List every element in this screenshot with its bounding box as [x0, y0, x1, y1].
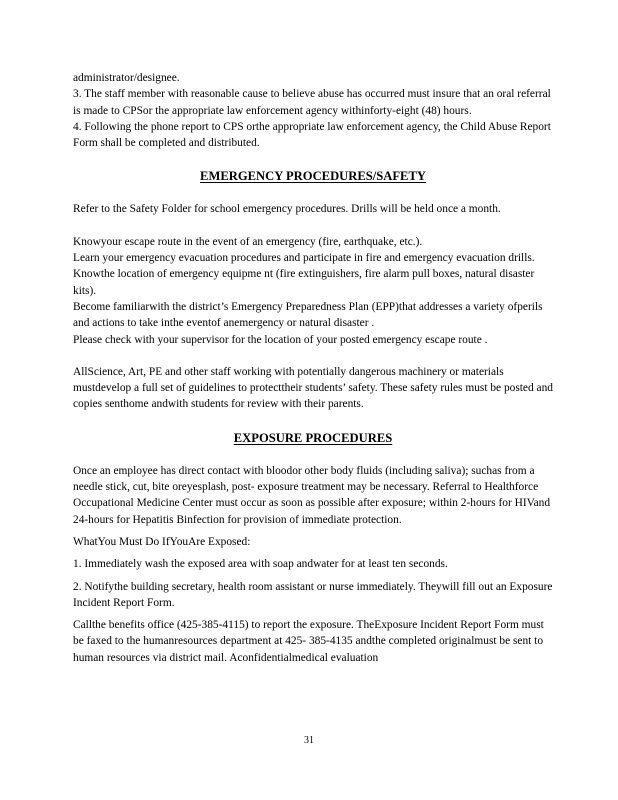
emergency-intro: Refer to the Safety Folder for school emergency procedures. Drills will be held once a month. [73, 203, 501, 216]
exposure-step-2: 2. Notifythe building secretary, health room assistant or nurse immediately. Theywill fill out an Exposure Incident Report Form. [73, 580, 553, 609]
procedure-step-3: 3. The staff member with reasonable cause to believe abuse has occurred must insure that an oral referral is made to CPSor the appropriate law enforcement agency withinforty-eight (48) hours. [73, 88, 551, 117]
page-number: 31 [304, 735, 314, 746]
exposure-what-to-do: WhatYou Must Do IfYouAre Exposed: [73, 535, 251, 548]
emergency-item: Learn your emergency evacuation procedures and participate in fire and emergency evacuation drills. [73, 252, 535, 265]
continuation-line: administrator/designee. [73, 72, 180, 84]
procedure-step-4: 4. Following the phone report to CPS orthe appropriate law enforcement agency, the Child Abuse Report Form shall be completed and distributed. [73, 120, 551, 150]
staff-safety-note: AllScience, Art, PE and other staff working with potentially dangerous machinery or materials mustdevelop a full set of guidelines to protecttheir students’ safety. These safety rules must be posted and copies senthome andwith students for review with their parents. [73, 365, 553, 411]
emergency-item: Become familiarwith the district’s Emergency Preparedness Plan (EPP)that addresses a variety ofperils and actions to take inthe eventof anemergency or natural disaster . [73, 300, 543, 330]
page-content [73, 70, 553, 666]
emergency-item: Please check with your supervisor for the location of your posted emergency escape route . [73, 333, 488, 346]
emergency-item: Knowyour escape route in the event of an emergency (fire, earthquake, etc.). [73, 235, 423, 248]
exposure-call-benefits: Callthe benefits office (425-385-4115) to report the exposure. TheExposure Incident Report Form must be faxed to the humanresources department at 425- 385-4135 andthe completed originalmust be sent to human resources via district mail. Aconfidentialmedical evaluation [73, 619, 544, 664]
emergency-heading: EMERGENCY PROCEDURES/SAFETY [200, 169, 426, 184]
exposure-step-1: 1. Immediately wash the exposed area with soap andwater for at least ten seconds. [73, 558, 448, 571]
exposure-heading: EXPOSURE PROCEDURES [233, 430, 393, 445]
emergency-item: Knowthe location of emergency equipme nt (fire extinguishers, fire alarm pull boxes, natural disaster kits). [73, 268, 535, 297]
exposure-intro: Once an employee has direct contact with bloodor other body fluids (including saliva); suchas from a needle stick, cut, bite oreyesplash, post- exposure treatment may be necessary. Referral to Healthforce Occupational Medicine Center must occur as soon as possible after exposure; within 2-hours for HIVand 24-hours for Hepatitis Binfection for provision of immediate protection. [73, 464, 551, 526]
